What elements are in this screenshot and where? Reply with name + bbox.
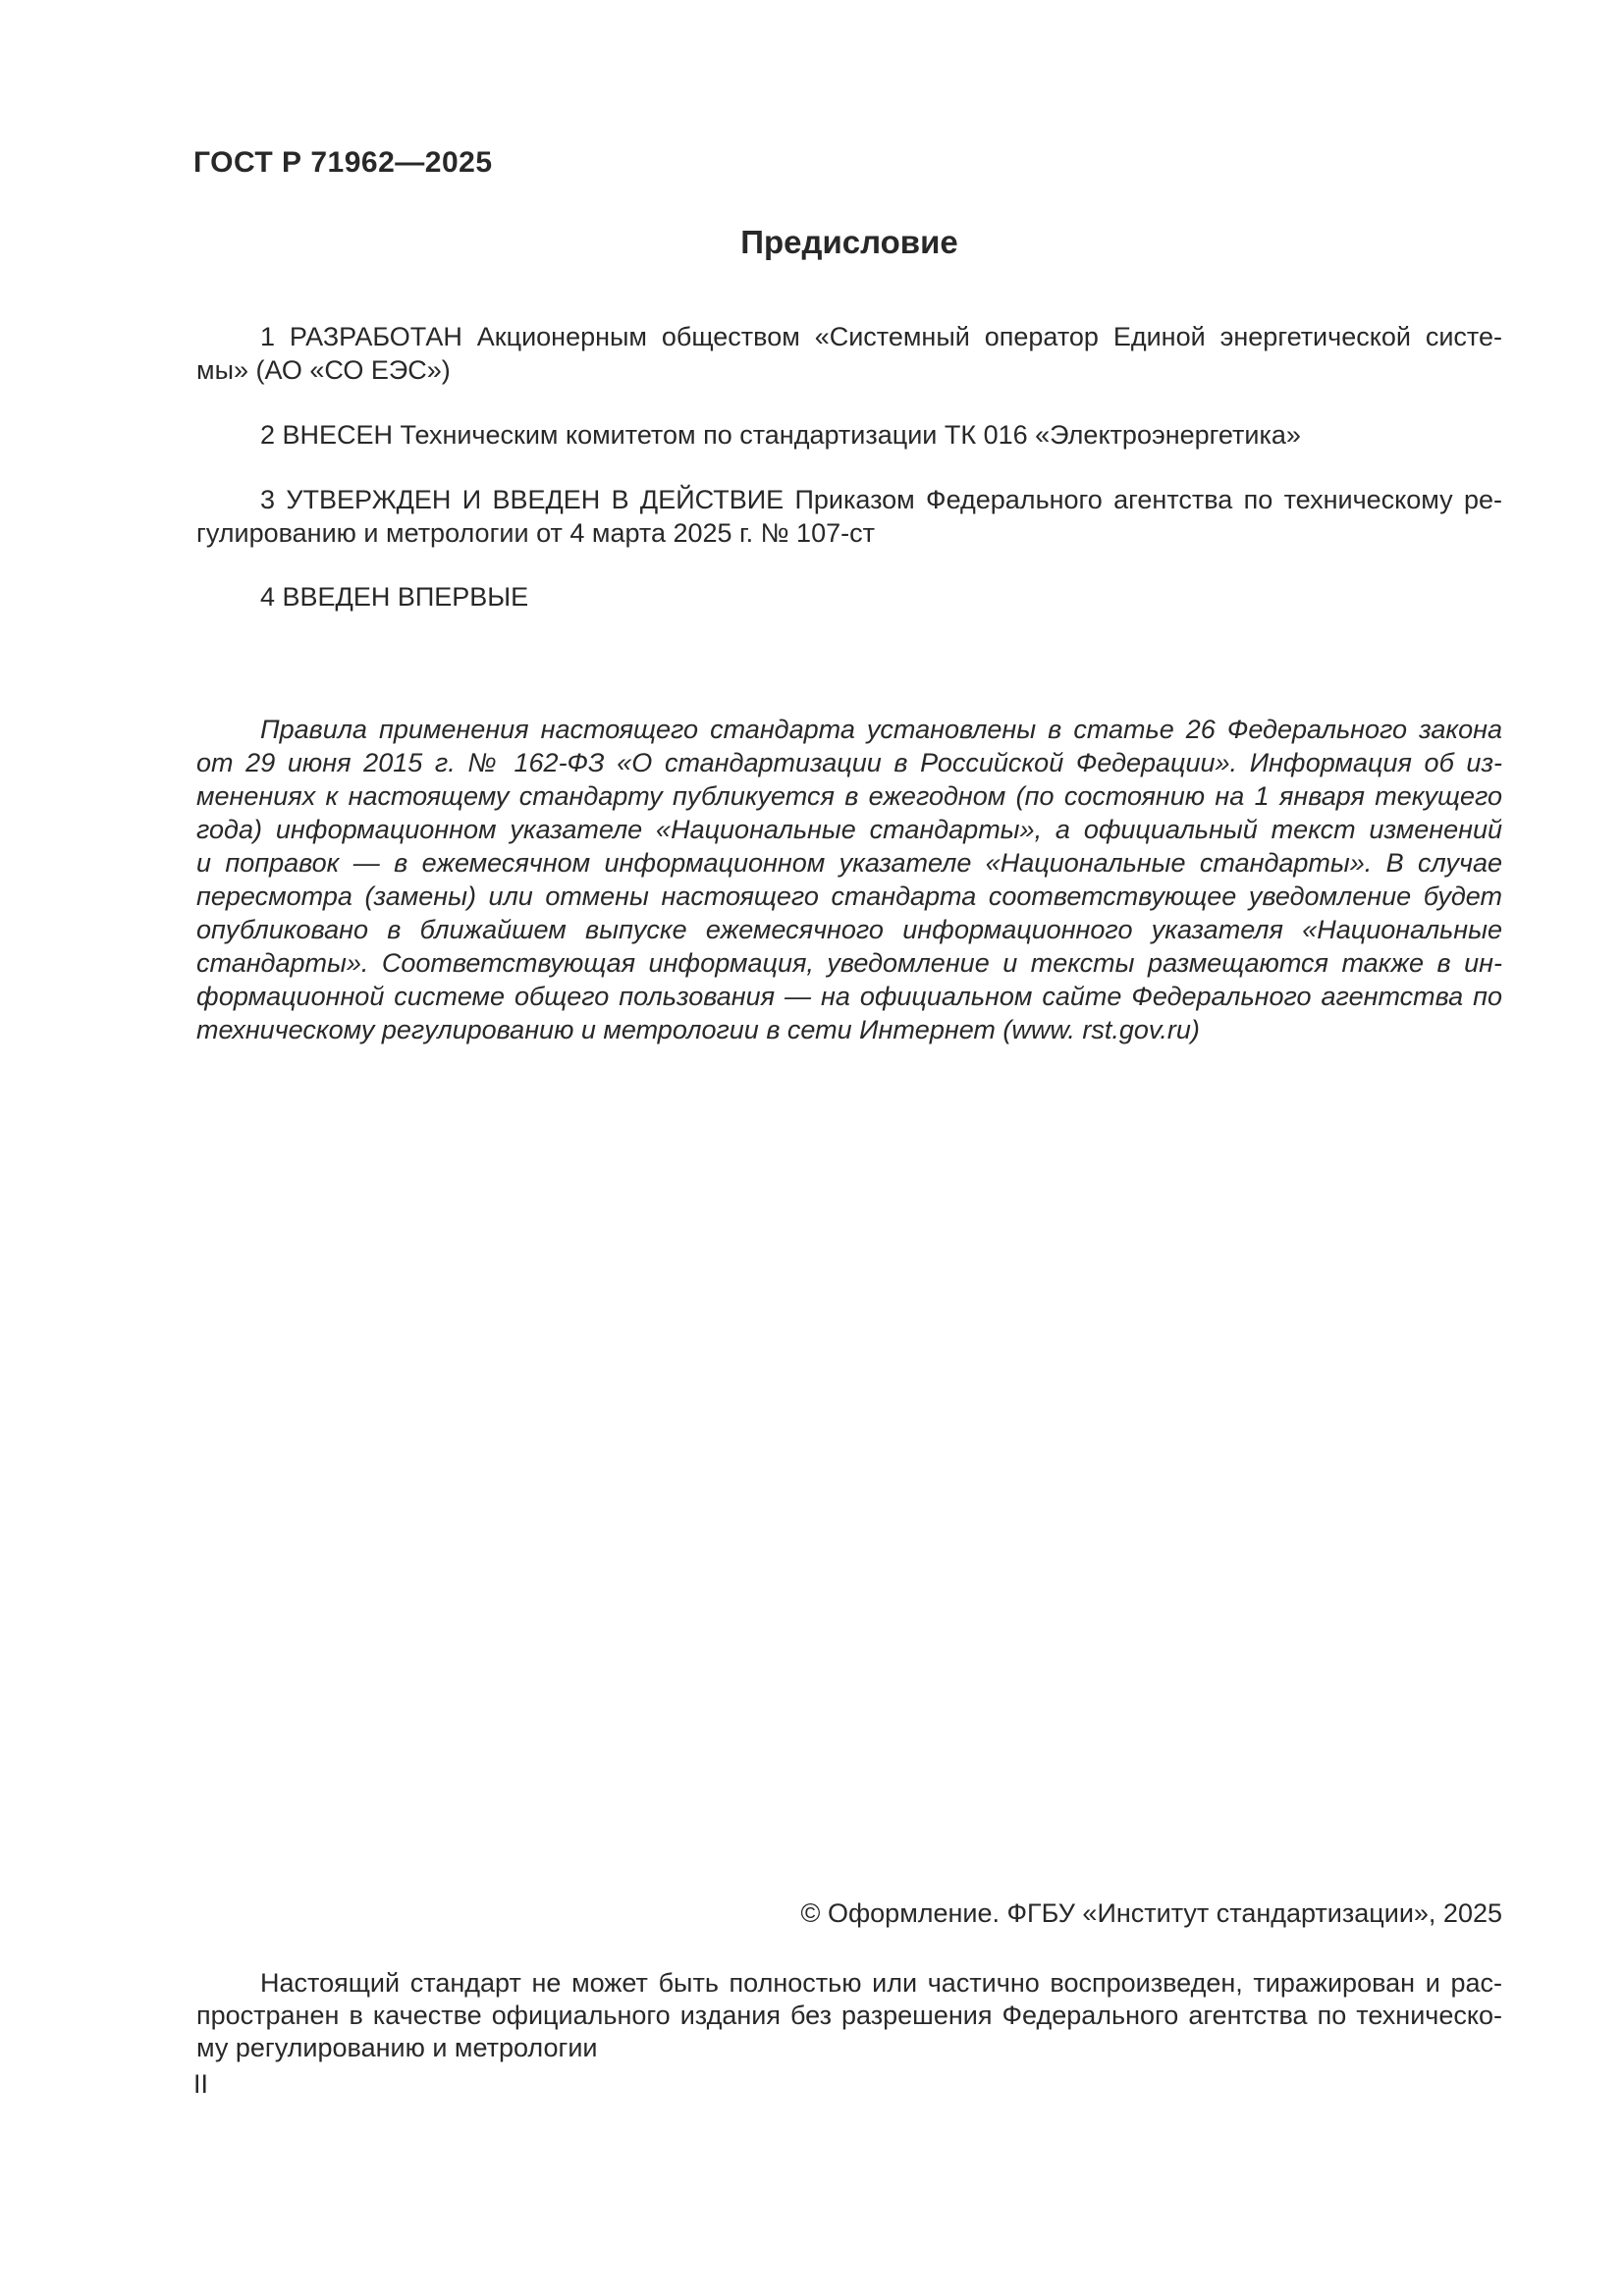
foreword-item-approved (196, 483, 1502, 550)
text-line: стандарты». Соответствующая информация, уведомление и тексты размещаются также в ин- (196, 948, 1502, 978)
text-line: опубликовано в ближайшем выпуске ежемесячного информационного указателя «Национальные (196, 915, 1502, 944)
text-line: и поправок — в ежемесячном информационном указателе «Национальные стандарты». В случае (196, 848, 1502, 878)
text-line: техническому регулированию и метрологии в сети Интернет (www. rst.gov.ru) (196, 1015, 1200, 1044)
text-line: му регулированию и метрологии (196, 2033, 598, 2062)
document-code: ГОСТ Р 71962—2025 (193, 146, 493, 179)
text-line: Настоящий стандарт не может быть полностью или частично воспроизведен, тиражирован и рас- (260, 1968, 1502, 1998)
text-line: формационной системе общего пользования — на официальном сайте Федерального агентства по (196, 982, 1502, 1011)
text-line: 3 УТВЕРЖДЕН И ВВЕДЕН В ДЕЙСТВИЕ Приказом Федерального агентства по техническому ре- (260, 485, 1502, 514)
text-line: 4 ВВЕДЕН ВПЕРВЫЕ (260, 582, 529, 612)
foreword-item-introduced (196, 580, 1502, 614)
text-line: года) информационном указателе «Национальные стандарты», а официальный текст изменений (196, 815, 1502, 844)
page-number: II (193, 2069, 209, 2099)
text-line: Правила применения настоящего стандарта установлены в статье 26 Федерального закона (260, 715, 1502, 744)
foreword-item-submitted (196, 418, 1502, 452)
text-line: мы» (АО «СО ЕЭС») (196, 355, 451, 385)
text-line: 1 РАЗРАБОТАН Акционерным обществом «Системный оператор Единой энергетической систе- (260, 322, 1502, 351)
text-line: менениях к настоящему стандарту публикуется в ежегодном (по состоянию на 1 января текущего (196, 781, 1502, 811)
text-line: 2 ВНЕСЕН Техническим комитетом по стандартизации ТК 016 «Электроэнергетика» (260, 420, 1301, 450)
copyright-line: © Оформление. ФГБУ «Институт стандартизации», 2025 (800, 1898, 1502, 1928)
text-line: гулированию и метрологии от 4 марта 2025 г. № 107-ст (196, 518, 875, 548)
reproduction-notice (196, 1967, 1502, 2064)
foreword-item-developed (196, 320, 1502, 387)
text-line: пересмотра (замены) или отмены настоящего стандарта соответствующее уведомление будет (196, 881, 1502, 911)
page-title: Предисловие (740, 224, 958, 260)
legal-application-note (196, 713, 1502, 1046)
text-line: пространен в качестве официального издания без разрешения Федерального агентства по техническо- (196, 2001, 1502, 2030)
text-line: от 29 июня 2015 г. № 162-ФЗ «О стандартизации в Российской Федерации». Информация об из- (196, 748, 1502, 777)
